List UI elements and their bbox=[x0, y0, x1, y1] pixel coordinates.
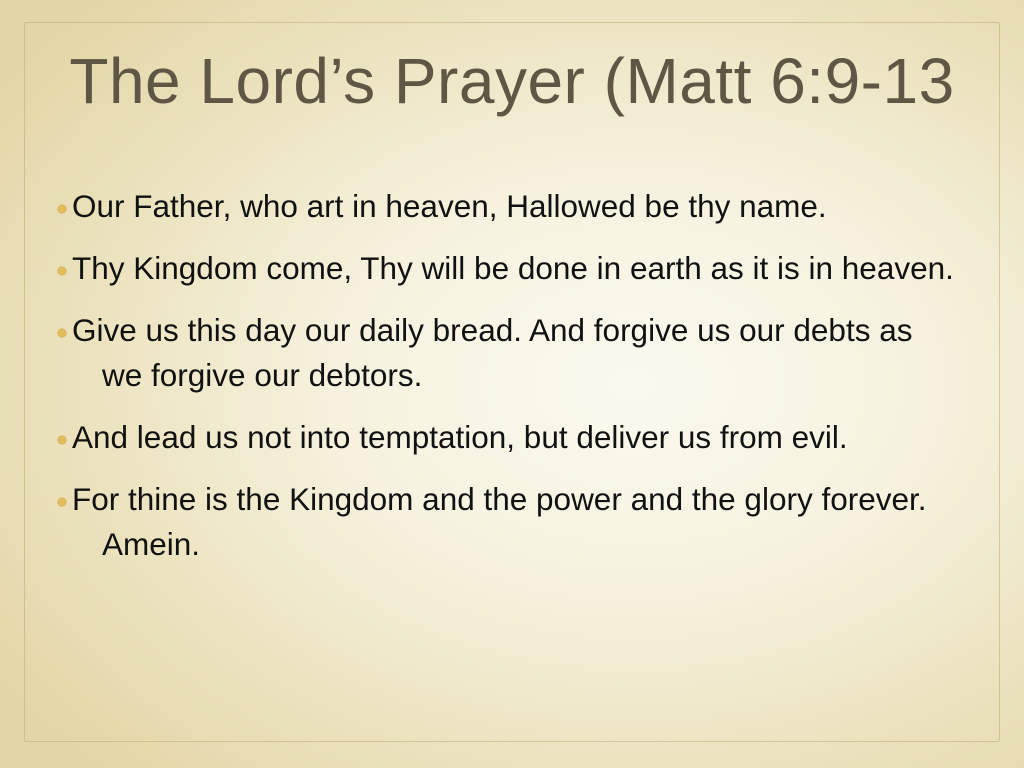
bullet-text: Thy Kingdom come, Thy will be done in earth as it is in heaven. bbox=[72, 250, 954, 286]
bullet-item bbox=[58, 308, 958, 398]
bullet-text: Our Father, who art in heaven, Hallowed be thy name. bbox=[72, 188, 827, 224]
bullet-item bbox=[58, 246, 958, 291]
bullet-icon bbox=[58, 498, 66, 506]
bullet-icon bbox=[58, 205, 66, 213]
bullet-item bbox=[58, 184, 958, 229]
slide-title: The Lord’s Prayer (Matt 6:9-13 bbox=[69, 45, 955, 117]
bullet-text: And lead us not into temptation, but deliver us from evil. bbox=[72, 419, 848, 455]
bullet-item bbox=[58, 477, 958, 567]
bullet-text: Give us this day our daily bread. And forgive us our debts as we forgive our debtors. bbox=[72, 312, 913, 393]
bullet-text: For thine is the Kingdom and the power and the glory forever. Amein. bbox=[72, 481, 927, 562]
bullet-icon bbox=[58, 436, 66, 444]
bullet-list bbox=[58, 184, 958, 584]
bullet-icon bbox=[58, 267, 66, 275]
bullet-item bbox=[58, 415, 958, 460]
bullet-icon bbox=[58, 329, 66, 337]
